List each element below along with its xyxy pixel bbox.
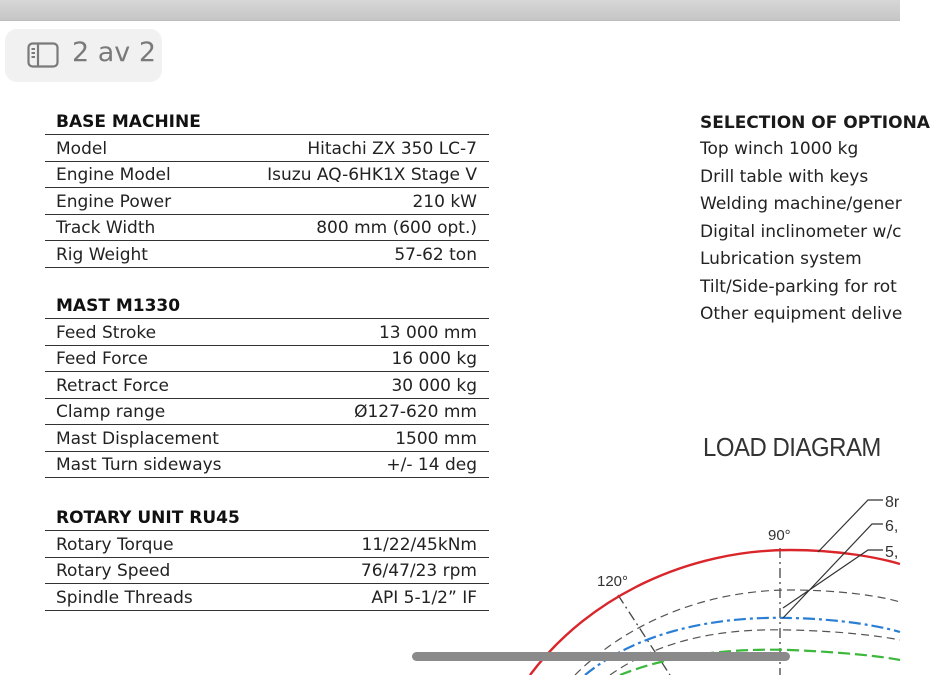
row-key: Clamp range [56,402,166,422]
section-title: ROTARY UNIT RU45 [56,508,240,528]
table-row [45,452,489,479]
table-row [45,372,489,399]
horizontal-scrollbar[interactable] [412,652,790,661]
sidebar-pages-icon [27,42,59,68]
list-item: Welding machine/gener [700,194,902,214]
callout-leader-1 [818,500,883,552]
row-key: Feed Stroke [56,322,157,343]
row-key: Mast Turn sideways [56,455,222,475]
row-key: Feed Force [56,349,148,369]
list-item: Digital inclinometer w/c [700,221,902,242]
row-value: 76/47/23 rpm [360,561,477,581]
table-row [45,241,489,268]
section-title: BASE MACHINE [56,112,201,132]
callout-leader-3 [783,550,883,608]
row-key: Rotary Speed [56,561,171,581]
table-row [45,162,489,189]
callout-label-2: 6, [885,518,899,535]
row-key: Model [56,138,108,159]
row-value: 16 000 kg [391,349,477,369]
list-item: Lubrication system [700,249,862,269]
row-value: 11/22/45kNm [361,534,477,555]
row-value: 1500 mm [395,428,477,449]
row-value: 57-62 ton [394,244,477,265]
table-row [45,531,489,558]
row-value: Hitachi ZX 350 LC-7 [307,138,477,159]
row-value: 210 kW [412,191,477,212]
page-indicator-label: 2 av 2 [72,37,157,68]
optional-equipment-list [700,110,930,329]
angle-label-120: 120° [597,573,629,590]
list-item: Drill table with keys [700,166,869,187]
section-title: MAST M1330 [56,296,181,316]
table-row [45,188,489,215]
row-key: Rotary Torque [56,534,174,555]
row-value: 800 mm (600 opt.) [316,218,477,238]
row-value: +/- 14 deg [386,455,477,475]
page-indicator-button[interactable] [5,29,162,82]
row-value: Ø127-620 mm [354,402,477,422]
row-key: Engine Model [56,165,171,185]
table-row [45,584,489,611]
row-key: Track Width [56,218,156,238]
options-title: SELECTION OF OPTIONA [700,113,930,133]
table-row [45,215,489,242]
row-value: API 5-1/2” IF [371,587,477,608]
callout-label-3: 5, [885,544,899,561]
table-row [45,135,489,162]
arc-mid [585,618,900,675]
row-key: Spindle Threads [56,587,193,608]
row-value: Isuzu AQ-6HK1X Stage V [267,165,477,185]
callout-leader-2 [783,524,883,618]
load-diagram [500,480,900,675]
table-row [45,399,489,426]
angle-label-90: 90° [768,527,791,544]
row-key: Rig Weight [56,244,148,265]
row-value: 13 000 mm [378,322,477,343]
list-item: Tilt/Side-parking for rot [700,276,897,297]
list-item: Other equipment delive [700,304,903,324]
row-value: 30 000 kg [391,375,477,396]
list-item: Top winch 1000 kg [700,139,859,159]
row-key: Engine Power [56,191,172,212]
table-row [45,346,489,373]
window-top-bar [0,0,900,21]
table-row [45,319,489,346]
row-key: Mast Displacement [56,428,219,449]
table-row [45,558,489,585]
table-row [45,425,489,452]
row-key: Retract Force [56,375,169,396]
load-diagram-title: LOAD DIAGRAM [703,432,881,462]
callout-label-1: 8r [885,494,900,511]
